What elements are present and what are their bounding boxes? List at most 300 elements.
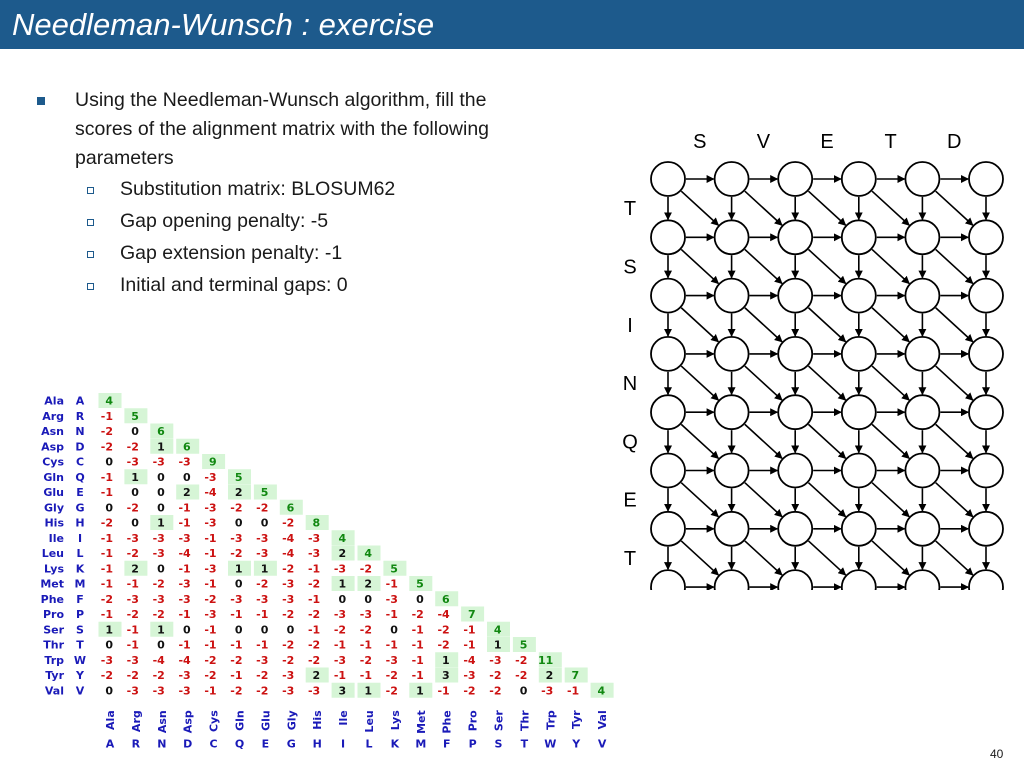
matrix-cell: 1 xyxy=(493,638,502,652)
matrix-row-code: E xyxy=(76,486,84,499)
matrix-cell: -2 xyxy=(282,516,295,530)
lattice-row-label: T xyxy=(623,547,637,570)
matrix-cell: -3 xyxy=(385,653,398,667)
lattice-arrow xyxy=(936,308,973,342)
matrix-col-label: Ser xyxy=(492,710,506,732)
matrix-cell: 4 xyxy=(493,623,502,637)
lattice-arrow xyxy=(745,483,782,517)
lattice-node xyxy=(842,337,876,371)
matrix-row-label: Tyr xyxy=(45,669,64,682)
matrix-cell: -1 xyxy=(359,669,372,682)
matrix-cell: 6 xyxy=(442,592,450,606)
lattice-node xyxy=(842,570,876,590)
lattice-node xyxy=(905,220,939,254)
matrix-col-label: Thr xyxy=(518,710,532,732)
lattice-node xyxy=(651,454,685,488)
matrix-cell: 3 xyxy=(338,684,347,698)
lattice-node xyxy=(778,162,812,196)
lattice-node xyxy=(842,454,876,488)
matrix-cell: -1 xyxy=(307,623,321,637)
lattice-arrow xyxy=(745,249,782,283)
lattice-column-label: V xyxy=(756,131,771,153)
matrix-row-code: G xyxy=(75,501,85,515)
matrix-cell: -1 xyxy=(100,409,113,423)
lattice-column-label: D xyxy=(946,131,962,153)
matrix-cell: 0 xyxy=(157,486,165,499)
sub-bullet-item xyxy=(36,269,506,301)
lattice-column-label: S xyxy=(693,131,707,153)
lattice-node xyxy=(778,395,812,429)
matrix-col-label: Ala xyxy=(104,710,117,730)
matrix-row-label: Pro xyxy=(42,608,64,621)
matrix-cell: -2 xyxy=(126,608,139,621)
matrix-col-label: Gly xyxy=(285,710,299,731)
matrix-cell: -2 xyxy=(204,592,217,606)
matrix-cell: -1 xyxy=(204,638,217,652)
matrix-cell: -3 xyxy=(126,455,139,469)
matrix-col-code: S xyxy=(494,737,503,751)
lattice-node xyxy=(842,395,876,429)
matrix-col-code: A xyxy=(105,737,115,751)
lattice-arrow xyxy=(872,366,909,400)
matrix-cell: -2 xyxy=(489,669,502,682)
matrix-row-code: M xyxy=(74,577,86,591)
matrix-col-code: P xyxy=(468,737,477,751)
matrix-cell: -2 xyxy=(204,653,217,667)
matrix-cell: 2 xyxy=(545,669,554,682)
matrix-cell: 1 xyxy=(157,623,165,637)
matrix-cell: -2 xyxy=(126,547,139,560)
lattice-arrow xyxy=(872,249,909,283)
matrix-cell: -1 xyxy=(230,608,243,621)
matrix-cell: -4 xyxy=(152,653,165,667)
matrix-cell: 0 xyxy=(131,425,139,438)
lattice-arrow xyxy=(745,541,782,575)
matrix-cell: 5 xyxy=(390,562,398,576)
lattice-node xyxy=(842,220,876,254)
matrix-cell: 2 xyxy=(364,577,372,591)
matrix-cell: -3 xyxy=(541,684,554,698)
sub-bullet-text: Gap opening penalty: -5 xyxy=(120,210,329,232)
lattice-node xyxy=(651,162,685,196)
matrix-col-code: E xyxy=(261,737,270,751)
matrix-col-label: Pro xyxy=(466,710,480,732)
lattice-column-label: E xyxy=(820,131,834,153)
matrix-cell: -1 xyxy=(256,638,269,652)
matrix-cell: -2 xyxy=(359,562,372,576)
sub-bullet-item xyxy=(36,205,506,237)
matrix-row-code: Y xyxy=(76,669,84,682)
matrix-cell: -3 xyxy=(307,684,321,698)
lattice-node xyxy=(778,570,812,590)
matrix-cell: -4 xyxy=(178,653,191,667)
lattice-node xyxy=(778,279,812,313)
lattice-node xyxy=(969,454,1003,488)
matrix-cell: 4 xyxy=(338,531,347,545)
sub-bullet-text: Gap extension penalty: -1 xyxy=(120,242,343,264)
matrix-cell: -1 xyxy=(100,547,113,560)
lattice-arrow xyxy=(681,366,718,400)
lattice-node xyxy=(905,454,939,488)
matrix-col-code: M xyxy=(415,737,427,751)
lattice-node xyxy=(969,279,1003,313)
matrix-cell: -2 xyxy=(256,669,269,682)
lattice-arrow xyxy=(808,249,845,283)
matrix-cell: 2 xyxy=(131,562,139,576)
matrix-cell: 11 xyxy=(537,653,554,667)
lattice-node xyxy=(905,337,939,371)
matrix-row-code: L xyxy=(76,547,84,560)
matrix-cell: -2 xyxy=(100,592,113,606)
matrix-row-label: Ile xyxy=(48,531,64,545)
lattice-arrow xyxy=(808,191,845,225)
matrix-col-label: Tyr xyxy=(570,710,584,730)
matrix-row-label: Arg xyxy=(42,409,64,423)
matrix-row-code: I xyxy=(77,531,83,545)
matrix-cell: -2 xyxy=(489,684,502,698)
matrix-cell: -1 xyxy=(411,623,424,637)
matrix-col-label: Arg xyxy=(129,710,143,733)
matrix-col-code: C xyxy=(209,737,218,751)
matrix-row-label: His xyxy=(44,516,64,530)
matrix-row-code: V xyxy=(75,684,85,698)
matrix-cell: -4 xyxy=(178,547,191,560)
matrix-col-code: W xyxy=(544,737,557,751)
lattice-row-label: Q xyxy=(622,431,638,454)
title-bar xyxy=(0,0,1024,49)
matrix-cell: -2 xyxy=(100,425,113,438)
matrix-cell: -2 xyxy=(385,669,398,682)
matrix-cell: -3 xyxy=(126,684,139,698)
matrix-cell: -1 xyxy=(204,623,217,637)
matrix-cell: -1 xyxy=(566,684,580,698)
matrix-cell: -2 xyxy=(359,653,372,667)
sub-bullet-text: Substitution matrix: BLOSUM62 xyxy=(120,178,396,200)
sub-bullet-item xyxy=(36,237,506,269)
matrix-cell: 2 xyxy=(338,547,347,560)
matrix-col-label: Lys xyxy=(388,710,402,731)
lattice-arrow xyxy=(808,308,845,342)
matrix-cell: 4 xyxy=(364,547,372,560)
matrix-row-label: Gln xyxy=(43,470,64,484)
lattice-node xyxy=(778,337,812,371)
matrix-cell: -2 xyxy=(515,653,528,667)
lattice-arrow xyxy=(681,541,718,575)
lattice-arrow xyxy=(872,483,909,517)
matrix-cell: -1 xyxy=(256,608,269,621)
matrix-col-code: H xyxy=(312,737,322,751)
matrix-cell: 1 xyxy=(442,653,450,667)
matrix-cell: 5 xyxy=(234,470,243,484)
matrix-cell: 9 xyxy=(208,455,217,469)
matrix-row-label: Phe xyxy=(40,592,64,606)
matrix-cell: 2 xyxy=(312,669,321,682)
lattice-arrow xyxy=(681,249,718,283)
matrix-cell: -2 xyxy=(204,669,217,682)
matrix-cell: -4 xyxy=(463,653,476,667)
alignment-lattice xyxy=(600,120,1024,590)
matrix-cell: 0 xyxy=(131,516,139,530)
matrix-row-code: R xyxy=(75,409,85,423)
lattice-arrow xyxy=(681,483,718,517)
matrix-cell: 6 xyxy=(183,440,191,454)
matrix-cell: -3 xyxy=(385,592,398,606)
matrix-cell: -2 xyxy=(256,577,269,591)
matrix-cell: 1 xyxy=(157,516,165,530)
matrix-col-code: Q xyxy=(234,737,245,751)
matrix-row-code: D xyxy=(75,440,85,454)
matrix-col-code: G xyxy=(286,737,296,751)
lattice-arrow xyxy=(936,366,973,400)
matrix-cell: -4 xyxy=(437,608,450,621)
matrix-cell: -2 xyxy=(307,653,321,667)
matrix-cell: -1 xyxy=(178,608,191,621)
matrix-cell: -2 xyxy=(333,623,347,637)
matrix-cell: -3 xyxy=(178,455,191,469)
matrix-row-label: Trp xyxy=(44,653,64,667)
matrix-cell: 5 xyxy=(131,409,139,423)
matrix-col-label: Glu xyxy=(259,710,273,731)
matrix-cell: 1 xyxy=(105,623,113,637)
matrix-cell: -3 xyxy=(178,577,191,591)
matrix-cell: -3 xyxy=(204,470,217,484)
matrix-cell: -2 xyxy=(256,684,269,698)
matrix-cell: -3 xyxy=(463,669,476,682)
matrix-cell: -2 xyxy=(515,669,528,682)
matrix-cell: -1 xyxy=(463,638,476,652)
lattice-row-label: I xyxy=(627,314,633,337)
matrix-row-label: Ser xyxy=(43,623,64,637)
matrix-cell: 5 xyxy=(519,638,528,652)
matrix-cell: -1 xyxy=(126,577,139,591)
matrix-cell: -2 xyxy=(100,440,113,454)
lattice-node xyxy=(842,162,876,196)
matrix-cell: -2 xyxy=(411,608,424,621)
matrix-cell: -1 xyxy=(204,531,217,545)
matrix-cell: -3 xyxy=(256,592,269,606)
matrix-col-label: Gln xyxy=(233,710,247,731)
matrix-cell: 0 xyxy=(260,516,269,530)
square-bullet-icon xyxy=(37,97,45,105)
matrix-cell: 0 xyxy=(183,623,191,637)
matrix-cell: -1 xyxy=(100,608,113,621)
matrix-col-label: Asp xyxy=(181,710,195,734)
matrix-col-label: Leu xyxy=(363,710,376,733)
matrix-cell: -1 xyxy=(411,638,424,652)
matrix-row-label: Gly xyxy=(44,501,64,515)
matrix-cell: -2 xyxy=(256,501,269,515)
lattice-node xyxy=(778,220,812,254)
matrix-cell: -2 xyxy=(282,638,295,652)
matrix-row-code: A xyxy=(75,394,85,408)
lattice-node xyxy=(715,279,749,313)
matrix-cell: -3 xyxy=(230,531,243,545)
matrix-cell: -2 xyxy=(230,501,243,515)
lattice-node xyxy=(969,220,1003,254)
matrix-cell: 0 xyxy=(390,623,398,637)
matrix-row-label: Lys xyxy=(44,562,64,576)
matrix-cell: 0 xyxy=(416,592,424,606)
matrix-cell: -1 xyxy=(178,638,191,652)
blosum62-matrix xyxy=(0,390,620,760)
matrix-cell: -1 xyxy=(385,608,398,621)
matrix-cell: -4 xyxy=(282,547,295,560)
matrix-cell: -1 xyxy=(333,638,347,652)
matrix-row-code: P xyxy=(75,608,85,621)
lattice-arrow xyxy=(872,424,909,458)
matrix-cell: 0 xyxy=(105,501,113,515)
matrix-cell: -1 xyxy=(100,470,113,484)
lattice-node xyxy=(969,512,1003,546)
matrix-cell: 1 xyxy=(234,562,243,576)
lattice-arrow xyxy=(936,191,973,225)
matrix-cell: -2 xyxy=(282,608,295,621)
lattice-column-label: T xyxy=(884,131,897,153)
matrix-row-code: Q xyxy=(75,470,85,484)
slide-title: Needleman-Wunsch : exercise xyxy=(12,7,435,42)
matrix-cell: -1 xyxy=(307,592,321,606)
matrix-cell: -2 xyxy=(126,501,139,515)
lattice-arrow xyxy=(808,424,845,458)
matrix-row-label: Asp xyxy=(41,440,64,454)
matrix-row-code: T xyxy=(76,638,84,652)
matrix-cell: -1 xyxy=(230,638,243,652)
lattice-arrow xyxy=(745,366,782,400)
matrix-cell: -3 xyxy=(282,684,295,698)
matrix-cell: -1 xyxy=(230,669,243,682)
matrix-cell: 0 xyxy=(105,684,113,698)
matrix-row-label: Ala xyxy=(44,394,64,408)
matrix-cell: -2 xyxy=(230,547,243,560)
matrix-cell: -1 xyxy=(100,577,113,591)
lattice-arrow xyxy=(936,483,973,517)
matrix-row-code: S xyxy=(76,623,84,637)
matrix-cell: -1 xyxy=(385,638,398,652)
matrix-cell: 0 xyxy=(338,592,347,606)
matrix-cell: -1 xyxy=(385,577,398,591)
matrix-cell: -3 xyxy=(256,547,269,560)
matrix-cell: -1 xyxy=(359,638,372,652)
lattice-arrow xyxy=(808,366,845,400)
matrix-cell: 0 xyxy=(234,516,243,530)
matrix-cell: 6 xyxy=(286,501,295,515)
matrix-cell: 6 xyxy=(157,425,165,438)
matrix-col-code: T xyxy=(520,737,529,751)
matrix-cell: 0 xyxy=(157,470,165,484)
matrix-cell: -3 xyxy=(333,608,347,621)
matrix-cell: -2 xyxy=(307,577,321,591)
matrix-row-label: Asn xyxy=(41,425,64,438)
matrix-cell: -3 xyxy=(282,592,295,606)
matrix-cell: -4 xyxy=(282,531,295,545)
bullet-list xyxy=(36,86,506,301)
matrix-col-label: Phe xyxy=(440,710,454,734)
lattice-node xyxy=(842,279,876,313)
matrix-cell: -2 xyxy=(126,440,139,454)
matrix-cell: 4 xyxy=(105,394,113,408)
matrix-cell: 0 xyxy=(364,592,372,606)
lattice-arrow xyxy=(936,424,973,458)
matrix-cell: -1 xyxy=(100,486,113,499)
lattice-node xyxy=(715,454,749,488)
matrix-cell: 5 xyxy=(260,486,269,499)
matrix-cell: -4 xyxy=(204,486,217,499)
lattice-node xyxy=(905,279,939,313)
matrix-col-code: R xyxy=(131,737,141,751)
matrix-cell: -3 xyxy=(204,516,217,530)
matrix-col-code: V xyxy=(597,737,607,751)
matrix-cell: -2 xyxy=(152,608,165,621)
matrix-cell: -3 xyxy=(282,577,295,591)
lattice-node xyxy=(651,220,685,254)
matrix-cell: -3 xyxy=(489,653,502,667)
matrix-cell: -2 xyxy=(282,562,295,576)
matrix-col-code: L xyxy=(365,737,373,751)
matrix-cell: -3 xyxy=(100,653,113,667)
matrix-cell: -1 xyxy=(178,562,191,576)
matrix-cell: 5 xyxy=(416,577,424,591)
matrix-cell: -3 xyxy=(178,592,191,606)
matrix-col-label: Met xyxy=(414,710,428,734)
matrix-row-label: Thr xyxy=(43,638,64,652)
lattice-node xyxy=(778,454,812,488)
matrix-cell: -3 xyxy=(256,653,269,667)
matrix-cell: 0 xyxy=(234,577,243,591)
matrix-cell: 1 xyxy=(364,684,372,698)
lattice-node xyxy=(778,512,812,546)
matrix-cell: 0 xyxy=(157,501,165,515)
matrix-cell: 0 xyxy=(105,638,113,652)
matrix-cell: -1 xyxy=(204,684,217,698)
matrix-row-code: N xyxy=(75,425,85,438)
hollow-square-bullet-icon xyxy=(87,219,94,226)
matrix-col-label: Cys xyxy=(207,710,221,733)
matrix-cell: -1 xyxy=(126,623,139,637)
matrix-col-label: Trp xyxy=(544,710,558,730)
hollow-square-bullet-icon xyxy=(87,283,94,290)
matrix-cell: -3 xyxy=(333,653,347,667)
lattice-arrow xyxy=(681,191,718,225)
matrix-cell: -2 xyxy=(230,684,243,698)
matrix-row-label: Met xyxy=(40,577,64,591)
lattice-node xyxy=(651,279,685,313)
matrix-cell: -1 xyxy=(333,669,347,682)
matrix-cell: -3 xyxy=(204,608,217,621)
lattice-node xyxy=(651,395,685,429)
matrix-cell: 4 xyxy=(597,684,606,698)
matrix-cell: 0 xyxy=(157,638,165,652)
lattice-arrow xyxy=(681,424,718,458)
lattice-node xyxy=(715,512,749,546)
matrix-cell: -1 xyxy=(204,547,217,560)
lattice-node xyxy=(969,162,1003,196)
lattice-node xyxy=(842,512,876,546)
matrix-cell: 0 xyxy=(519,684,528,698)
matrix-cell: 0 xyxy=(260,623,269,637)
matrix-cell: -3 xyxy=(359,608,372,621)
matrix-cell: 2 xyxy=(183,486,191,499)
matrix-cell: -1 xyxy=(463,623,476,637)
sub-bullet-item xyxy=(36,173,506,205)
matrix-cell: -1 xyxy=(100,531,113,545)
sub-bullet-list xyxy=(36,173,506,301)
lattice-arrow xyxy=(808,541,845,575)
matrix-row-code: H xyxy=(75,516,85,530)
matrix-col-label: Ile xyxy=(337,710,351,726)
lattice-row-label: E xyxy=(623,489,637,512)
matrix-row-label: Val xyxy=(44,684,64,698)
lattice-node xyxy=(969,570,1003,590)
